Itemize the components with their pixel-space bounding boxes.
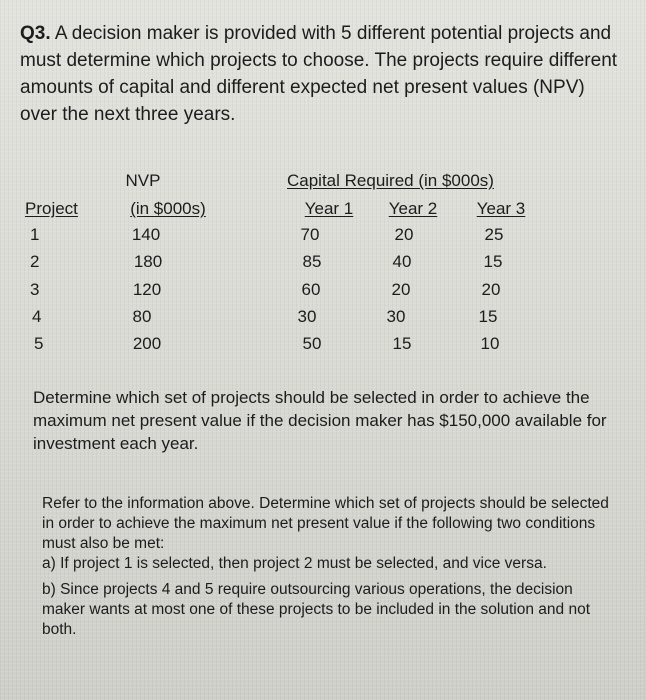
question-text: A decision maker is provided with 5 different potential projects and must determine which projects to choose. The projects require different amounts of capital and different expected net present values (NPV) over the next three years. [20,23,618,125]
project-header: Project [25,199,78,218]
followup-section [42,494,612,640]
table-row-2-year3: 15 [483,252,503,271]
capital-required-header: Capital Required (in $000s) [287,171,494,190]
table-row-3-year1: 60 [301,280,321,299]
table-row-5-year1: 50 [302,334,322,353]
table-row-3-year2: 20 [391,280,411,299]
table-row-1-year1: 70 [300,225,320,244]
table-row-1-year2: 20 [394,225,414,244]
table-row-2-year2: 40 [392,252,412,271]
table-row-2-year1: 85 [302,252,322,271]
table-row-4-npv: 80 [132,307,152,326]
table-row-5-project: 5 [34,334,44,353]
table-row-3-year3: 20 [481,280,501,299]
table-row-1-npv: 140 [131,225,161,244]
table-row-5-npv: 200 [132,334,162,353]
table-row-2-project: 2 [30,252,40,271]
table-row-4-year2: 30 [386,307,406,326]
condition-a: a) If project 1 is selected, then project 2 must be selected, and vice versa. [42,555,547,572]
table-row-4-year3: 15 [478,307,498,326]
table-row-5-year2: 15 [392,334,412,353]
nvp-header: NVP [125,171,161,190]
year-2-header: Year 2 [388,199,438,218]
table-row-4-year1: 30 [297,307,317,326]
table-row-5-year3: 10 [480,334,500,353]
followup-intro: Refer to the information above. Determine which set of projects should be selected in order to achieve the maximum net present value if the following two conditions must also be met: [42,495,609,552]
table-row-1-year3: 25 [484,225,504,244]
nvp-units-header: (in $000s) [130,199,206,218]
year-1-header: Year 1 [304,199,354,218]
condition-b: b) Since projects 4 and 5 require outsourcing various operations, the decision maker wants at most one of these projects to be included in the solution and not both. [42,581,590,638]
table-row-3-project: 3 [30,280,40,299]
year-3-header: Year 3 [476,199,526,218]
determine-paragraph: Determine which set of projects should be selected in order to achieve the maximum net present value if the decision maker has $150,000 available for investment each year. [33,388,607,453]
table-row-1-project: 1 [30,225,40,244]
table-row-3-npv: 120 [132,280,162,299]
question-number: Q3. [20,23,51,44]
table-row-4-project: 4 [32,307,42,326]
table-row-2-npv: 180 [133,252,163,271]
